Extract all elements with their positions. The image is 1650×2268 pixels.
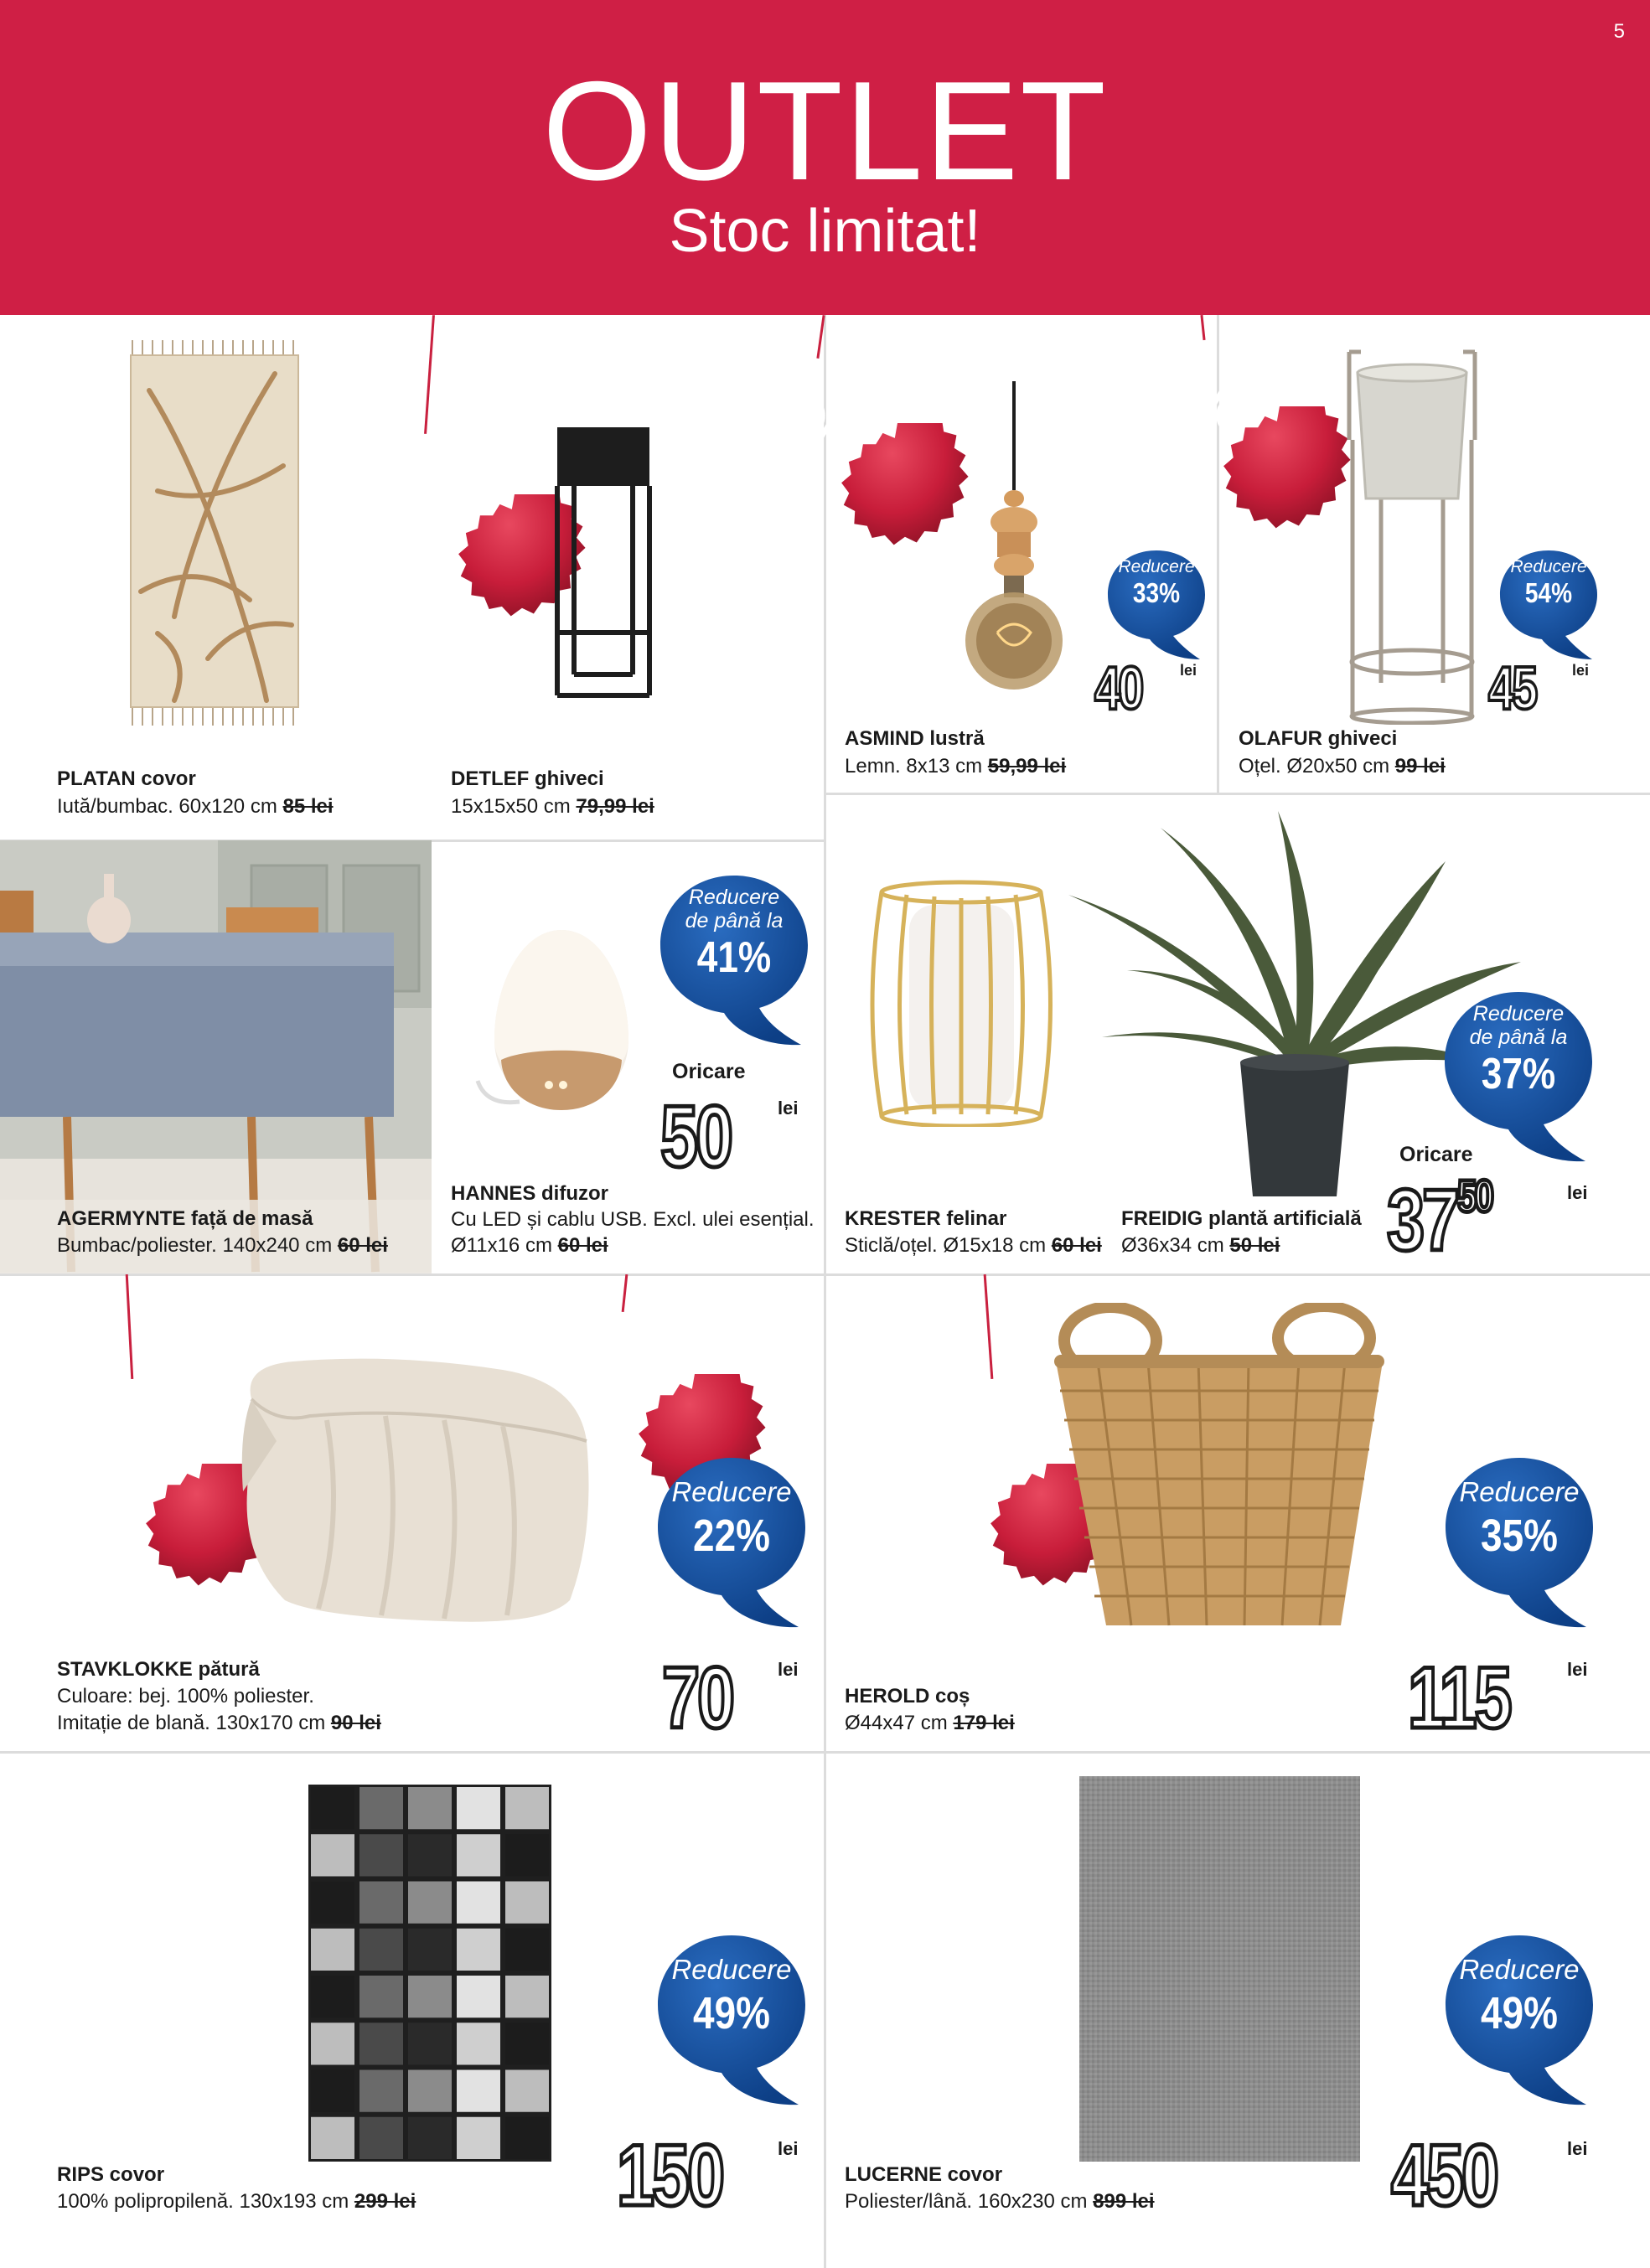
rips-currency: lei [778,2138,799,2159]
krester-name: KRESTER felinar [845,1207,1007,1230]
asmind-price: 40 [1094,655,1142,722]
platan-rug-image [124,340,308,726]
rips-old-price: 299 lei [354,2190,416,2213]
group1-discount-badge: Reducere de până la 41% [659,874,809,1067]
rips-discount-badge: Reducere 49% [656,1934,807,2126]
lucerne-currency: lei [1567,2138,1588,2159]
detlef-name: DETLEF ghiveci [451,767,604,790]
percent-tag-icon [1141,335,1283,478]
page-subtitle: Stoc limitat! [669,198,981,265]
olafur-currency: lei [1572,662,1590,679]
olafur-discount-badge: Reducere 54% [1498,549,1599,666]
page-number: 5 [1613,20,1625,43]
svg-text:%: % [598,1340,655,1411]
group2-currency: lei [1567,1182,1588,1203]
olafur-old-price: 99 lei [1394,755,1446,778]
svg-text:%: % [1183,372,1240,443]
agermynte-desc: Bumbac/poliester. 140x240 cm 60 lei [57,1234,388,1257]
stavklokke-desc-line2: Imitație de blană. 130x170 cm 90 lei [57,1712,381,1734]
hannes-diffuser-image [469,913,645,1119]
stavklokke-name: STAVKLOKKE pătură [57,1658,260,1681]
platan-old-price: 85 lei [282,795,334,818]
group1-any-label: Oricare [672,1060,746,1083]
olafur-price: 45 [1488,655,1536,722]
group2-any-label: Oricare [1399,1143,1473,1166]
hannes-name: HANNES difuzor [451,1182,608,1205]
divider [0,1273,1650,1276]
stavklokke-desc-line1: Culoare: bej. 100% poliester. [57,1685,314,1707]
herold-currency: lei [1567,1659,1588,1680]
group1-price: 50 [660,1088,731,1186]
olafur-stand-image [1341,348,1483,725]
percent-tag-icon [758,352,901,494]
krester-desc: Sticlă/oțel. Ø15x18 cm 60 lei [845,1234,1102,1257]
asmind-name: ASMIND lustră [845,727,985,750]
detlef-stand-image [549,423,658,700]
platan-name: PLATAN covor [57,767,196,790]
svg-text:%: % [106,1429,163,1501]
percent-tag-icon [63,1392,205,1535]
percent-tag-icon [908,1392,1050,1535]
herold-discount-badge: Reducere 35% [1444,1456,1595,1649]
stavklokke-old-price: 90 lei [330,1712,381,1734]
hannes-old-price: 60 lei [557,1234,608,1257]
olafur-name: OLAFUR ghiveci [1239,727,1398,750]
agermynte-old-price: 60 lei [337,1234,388,1257]
platan-desc: Iută/bumbac. 60x120 cm 85 lei [57,795,334,818]
lucerne-old-price: 899 lei [1093,2190,1155,2213]
herold-price: 115 [1408,1650,1510,1747]
freidig-old-price: 50 lei [1229,1234,1280,1257]
asmind-old-price: 59,99 lei [987,755,1067,778]
krester-lantern-image [863,880,1060,1127]
rips-rug-image [308,1785,551,2162]
hannes-desc-line1: Cu LED și cablu USB. Excl. ulei esențial. [451,1208,815,1231]
herold-desc: Ø44x47 cm 179 lei [845,1712,1015,1734]
divider [0,1751,1650,1754]
herold-basket-image [1047,1303,1391,1630]
olafur-desc: Oțel. Ø20x50 cm 99 lei [1239,755,1446,778]
tag-string [424,315,435,434]
freidig-desc: Ø36x34 cm 50 lei [1121,1234,1280,1257]
svg-text:%: % [801,389,858,460]
lucerne-rug-image [1079,1776,1360,2162]
percent-tag-icon [375,423,518,566]
rips-name: RIPS covor [57,2163,165,2186]
lucerne-name: LUCERNE covor [845,2163,1003,2186]
group2-price-cents: 50 [1456,1171,1492,1222]
agermynte-name: AGERMYNTE față de masă [57,1207,313,1230]
stavklokke-throw-image [226,1349,599,1634]
asmind-lamp-image [964,381,1064,708]
rips-price: 150 [617,2127,722,2224]
header-banner [0,0,1650,315]
stavklokke-discount-badge: Reducere 22% [656,1456,807,1649]
svg-text:%: % [418,460,475,531]
detlef-desc: 15x15x50 cm 79,99 lei [451,795,654,818]
group2-price: $37^{50}$ [1387,1171,1492,1269]
stavklokke-currency: lei [778,1659,799,1680]
lucerne-discount-badge: Reducere 49% [1444,1934,1595,2126]
tag-string [126,1274,134,1379]
herold-old-price: 179 lei [953,1712,1015,1734]
svg-text:%: % [950,1429,1007,1501]
freidig-name: FREIDIG plantă artificială [1121,1207,1362,1230]
detlef-old-price: 79,99 lei [576,795,654,818]
asmind-desc: Lemn. 8x13 cm 59,99 lei [845,755,1067,778]
lucerne-desc: Poliester/lână. 160x230 cm 899 lei [845,2190,1155,2213]
divider [824,315,826,2268]
hannes-desc-line2: Ø11x16 cm 60 lei [451,1234,608,1257]
krester-old-price: 60 lei [1051,1234,1102,1257]
herold-name: HEROLD coș [845,1685,970,1707]
stavklokke-price: 70 [662,1650,732,1747]
group2-discount-badge: Reducere de până la 37% [1443,990,1594,1183]
divider [824,793,1650,795]
asmind-currency: lei [1180,662,1197,679]
tag-string [984,1274,994,1379]
page-title: OUTLET [542,52,1108,209]
rips-desc: 100% polipropilenă. 130x193 cm 299 lei [57,2190,416,2213]
group1-currency: lei [778,1098,799,1119]
asmind-discount-badge: Reducere 33% [1106,549,1207,666]
lucerne-price: 450 [1391,2127,1497,2224]
